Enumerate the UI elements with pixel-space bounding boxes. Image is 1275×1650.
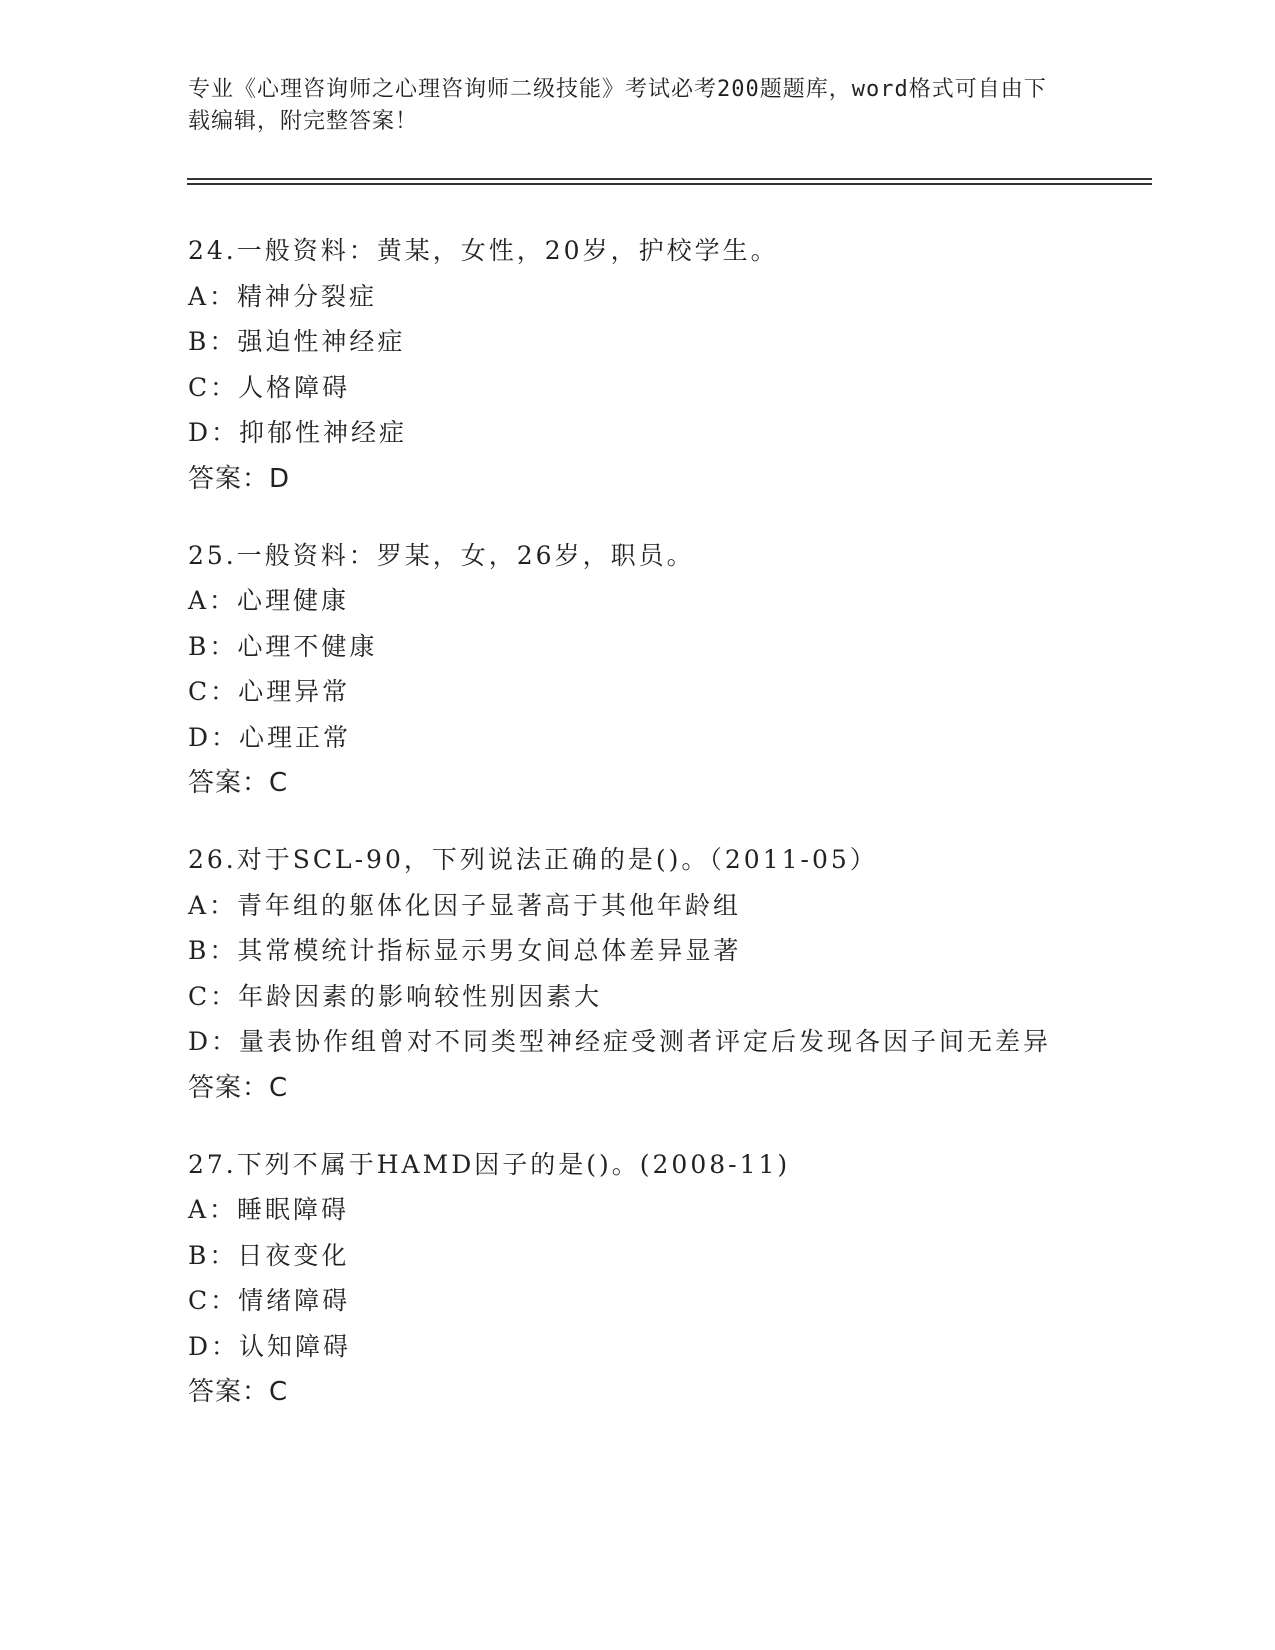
question-title: 27.下列不属于HAMD因子的是()。(2008-11) bbox=[188, 1149, 791, 1179]
document-header: 专业《心理咨询师之心理咨询师二级技能》考试必考200题题库，word格式可自由下载编辑，附完整答案！ bbox=[188, 77, 1047, 134]
question-list bbox=[188, 236, 1148, 1454]
option-a: A：精神分裂症 bbox=[188, 281, 378, 311]
answer: 答案：C bbox=[188, 1072, 289, 1103]
question-27 bbox=[188, 1150, 1148, 1408]
option-a: A：青年组的躯体化因子显著高于其他年龄组 bbox=[188, 890, 742, 920]
question-title: 25.一般资料：罗某，女，26岁，职员。 bbox=[188, 540, 695, 570]
question-26 bbox=[188, 845, 1148, 1103]
option-c: C：心理异常 bbox=[188, 677, 351, 706]
question-title: 24.一般资料：黄某，女性，20岁，护校学生。 bbox=[188, 236, 779, 265]
option-b: B：心理不健康 bbox=[188, 631, 378, 661]
option-b: B：强迫性神经症 bbox=[188, 327, 406, 356]
header-divider-top bbox=[187, 178, 1152, 180]
answer: 答案：C bbox=[188, 1377, 289, 1407]
question-25 bbox=[188, 541, 1148, 799]
header-divider-bottom bbox=[187, 183, 1152, 185]
option-d: D：认知障碍 bbox=[188, 1331, 352, 1361]
option-d: D：心理正常 bbox=[188, 722, 352, 752]
option-a: A：睡眠障碍 bbox=[188, 1195, 350, 1224]
option-c: C：情绪障碍 bbox=[188, 1286, 351, 1315]
option-c: C：年龄因素的影响较性别因素大 bbox=[188, 981, 603, 1011]
question-24 bbox=[188, 236, 1148, 494]
answer: 答案：D bbox=[188, 463, 291, 494]
option-c: C：人格障碍 bbox=[188, 372, 351, 402]
option-b: B：日夜变化 bbox=[188, 1240, 350, 1270]
option-d: D：抑郁性神经症 bbox=[188, 418, 408, 447]
option-a: A：心理健康 bbox=[188, 586, 350, 615]
option-b: B：其常模统计指标显示男女间总体差异显著 bbox=[188, 936, 742, 965]
option-d: D：量表协作组曾对不同类型神经症受测者评定后发现各因子间无差异 bbox=[188, 1027, 1052, 1056]
answer: 答案：C bbox=[188, 768, 289, 798]
question-title: 26.对于SCL-90，下列说法正确的是()。（2011-05） bbox=[188, 845, 878, 874]
